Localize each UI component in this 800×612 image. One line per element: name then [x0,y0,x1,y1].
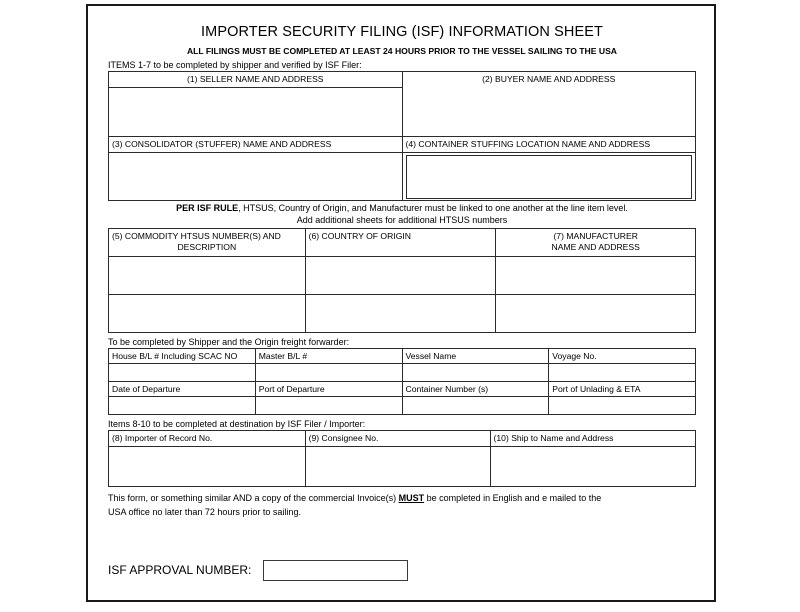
buyer-label: (2) BUYER NAME AND ADDRESS [482,74,616,84]
stuffing-location-cell [402,153,696,201]
parties-section-note: ITEMS 1-7 to be completed by shipper and verified by ISF Filer: [108,60,362,70]
date-of-departure-field[interactable] [109,397,256,415]
page-subtitle: ALL FILINGS MUST BE COMPLETED AT LEAST 24 HOURS PRIOR TO THE VESSEL SAILING TO THE USA [186,46,618,56]
htsus-manufacturer-header-line1: (7) MANUFACTURER [553,231,638,241]
house-bl-field[interactable] [109,364,256,382]
table-row [109,257,696,295]
table-row [109,397,696,415]
importer-of-record-field[interactable] [109,447,306,487]
table-row [109,137,696,153]
master-bl-field[interactable] [255,364,402,382]
htsus-commodity-header [109,229,306,257]
isf-approval-label: ISF APPROVAL NUMBER: [108,563,252,578]
table-row [109,364,696,382]
table-header-row [109,431,696,447]
isf-rule-note [108,203,696,213]
seller-value-field[interactable] [109,88,403,137]
table-row [109,153,696,201]
forwarder-section-note: To be completed by Shipper and the Origin freight forwarder: [108,337,350,347]
htsus-commodity-cell-2[interactable] [109,295,306,333]
htsus-manufacturer-cell-1[interactable] [496,257,696,295]
destination-table [108,430,696,487]
port-of-unlading-label: Port of Unlading & ETA [549,382,696,397]
container-number-label: Container Number (s) [402,382,549,397]
footer-instructions [108,492,696,520]
port-of-unlading-field[interactable] [549,397,696,415]
ship-to-field[interactable] [490,447,695,487]
htsus-commodity-header-line2: DESCRIPTION [177,241,237,252]
htsus-commodity-cell-1[interactable] [109,257,306,295]
importer-of-record-label: (8) Importer of Record No. [109,431,306,447]
master-bl-label: Master B/L # [255,349,402,364]
isf-rule-text: , HTSUS, Country of Origin, and Manufacturer must be linked to one another at the line item level. [238,203,628,213]
footer-text-part2: be completed in English and e mailed to the [424,493,602,503]
isf-approval-row [108,560,696,581]
table-header-row [109,229,696,257]
voyage-no-label: Voyage No. [549,349,696,364]
forwarder-table [108,348,696,415]
form-page [86,4,716,602]
htsus-origin-header: (6) COUNTRY OF ORIGIN [305,229,496,257]
seller-label: (1) SELLER NAME AND ADDRESS [109,72,403,88]
voyage-no-field[interactable] [549,364,696,382]
isf-rule-emphasis: PER ISF RULE [176,203,239,213]
htsus-manufacturer-header [496,229,696,257]
isf-approval-input[interactable] [263,560,408,581]
footer-must-emphasis: MUST [398,493,425,503]
port-of-departure-field[interactable] [255,397,402,415]
htsus-manufacturer-cell-2[interactable] [496,295,696,333]
ship-to-label: (10) Ship to Name and Address [490,431,695,447]
consignee-no-field[interactable] [305,447,490,487]
house-bl-label: House B/L # Including SCAC NO [109,349,256,364]
consolidator-label: (3) CONSOLIDATOR (STUFFER) NAME AND ADDRESS [109,137,403,153]
buyer-field[interactable] [402,72,696,137]
stuffing-location-label: (4) CONTAINER STUFFING LOCATION NAME AND ADDRESS [402,137,696,153]
vessel-name-field[interactable] [402,364,549,382]
table-header-row [109,349,696,364]
port-of-departure-label: Port of Departure [255,382,402,397]
table-header-row [109,382,696,397]
stuffing-location-value-field[interactable] [406,155,693,199]
consignee-no-label: (9) Consignee No. [305,431,490,447]
htsus-manufacturer-header-line2: NAME AND ADDRESS [551,241,640,252]
table-row [109,72,696,88]
htsus-origin-cell-2[interactable] [305,295,496,333]
parties-table [108,71,696,201]
consolidator-value-field[interactable] [109,153,403,201]
page-title: IMPORTER SECURITY FILING (ISF) INFORMATION SHEET [201,24,603,40]
footer-text-part1: This form, or something similar AND a copy of the commercial Invoice(s) [108,493,399,503]
additional-sheets-note: Add additional sheets for additional HTSUS numbers [296,215,508,225]
vessel-name-label: Vessel Name [402,349,549,364]
table-row [109,447,696,487]
destination-section-note: Items 8-10 to be completed at destination by ISF Filer / Importer: [108,419,366,429]
container-number-field[interactable] [402,397,549,415]
table-row [109,295,696,333]
date-of-departure-label: Date of Departure [109,382,256,397]
htsus-commodity-header-line1: (5) COMMODITY HTSUS NUMBER(S) AND [112,231,281,241]
footer-text-line2: USA office no later than 72 hours prior to sailing. [108,506,301,517]
htsus-origin-cell-1[interactable] [305,257,496,295]
form-content [108,16,696,581]
htsus-table [108,228,696,333]
